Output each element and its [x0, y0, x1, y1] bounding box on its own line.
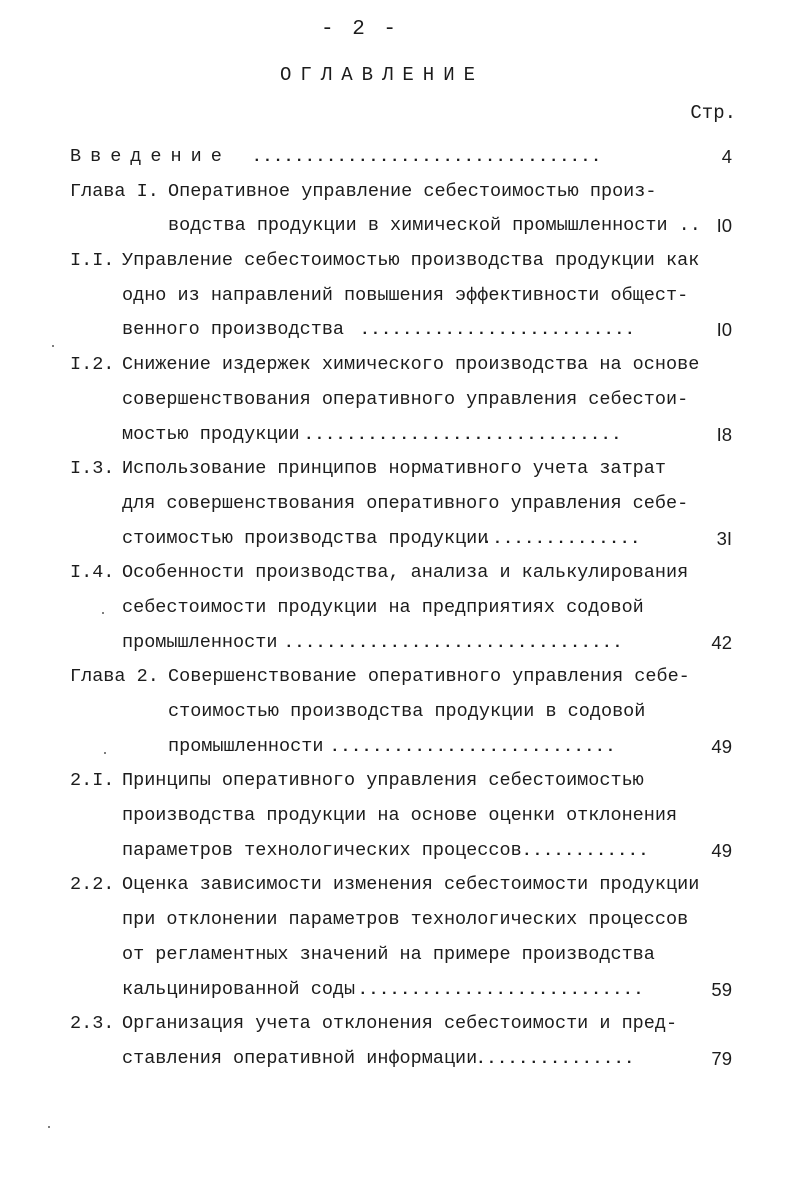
toc-entry-prefix: I.4. — [70, 562, 115, 584]
toc-entry-chapter-2-cont — [0, 695, 792, 730]
toc-entry-chapter-2[interactable] — [0, 660, 792, 695]
toc-entry-section-1-1[interactable] — [0, 244, 792, 279]
toc-page-number: 49 — [711, 839, 732, 861]
toc-page-number: 59 — [711, 978, 732, 1000]
toc-entry-line: Управление себестоимостью производства продукции как — [122, 250, 700, 272]
toc-entry-prefix: I.3. — [70, 458, 115, 480]
toc-entry-chapter-1[interactable] — [0, 175, 792, 210]
toc-entry-section-1-4[interactable] — [0, 556, 792, 591]
toc-entry-line: Использование принципов нормативного учета затрат — [122, 458, 666, 480]
toc-entry-section-2-2[interactable] — [0, 868, 792, 903]
toc-entry-section-2-1-cont — [0, 834, 792, 869]
toc-entry-line: производства продукции на основе оценки отклонения — [122, 805, 678, 827]
leader-dots: ................................ — [284, 633, 624, 652]
scan-speck — [104, 752, 106, 754]
toc-entry-line: венного производства — [122, 319, 345, 341]
toc-entry-section-1-3-cont — [0, 487, 792, 522]
toc-entry-line: промышленности — [122, 631, 278, 653]
toc-page-number: 49 — [711, 735, 732, 757]
toc-entry-prefix: I.I. — [70, 250, 115, 272]
toc-entry-section-1-1-cont — [0, 313, 792, 348]
toc-entry-section-1-2-cont — [0, 383, 792, 418]
toc-entry-prefix: Глава 2. — [70, 666, 159, 688]
toc-entry-line: Оценка зависимости изменения себестоимости продукции — [122, 874, 700, 896]
toc-entry-section-2-3[interactable] — [0, 1007, 792, 1042]
toc-entry-line: себестоимости продукции на предприятиях содовой — [122, 596, 644, 618]
toc-entry-prefix: 2.2. — [70, 874, 115, 896]
leader-dots: ........................... — [358, 980, 645, 999]
toc-entry-section-1-3-cont — [0, 522, 792, 557]
leader-dots: .............................. — [304, 425, 623, 444]
toc-entry-line: Совершенствование оперативного управления себе- — [168, 666, 690, 688]
toc-entry-section-1-1-cont — [0, 279, 792, 314]
toc-entry-prefix: Введение — [70, 146, 231, 167]
leader-dots: .......................... — [360, 321, 636, 340]
toc-page-number: 79 — [711, 1047, 732, 1069]
toc-page-number: I0 — [716, 319, 732, 341]
toc-entry-line: Снижение издержек химического производства на основе — [122, 354, 700, 376]
page-title: ОГЛАВЛЕНИЕ — [279, 64, 485, 86]
toc-entry-section-1-3[interactable] — [0, 452, 792, 487]
toc-entry-section-2-2-cont — [0, 938, 792, 973]
toc-page-number: 3I — [716, 527, 732, 549]
toc-entry-section-1-2[interactable] — [0, 348, 792, 383]
toc-page-number: 42 — [711, 631, 732, 653]
toc-entry-line: при отклонении параметров технологических процессов — [122, 909, 689, 931]
page-number: - 2 - — [320, 18, 399, 41]
toc-entry-line: Принципы оперативного управления себестоимостью — [122, 770, 644, 792]
toc-entry-prefix: 2.3. — [70, 1013, 115, 1035]
toc-entry-section-1-4-cont — [0, 591, 792, 626]
toc-entry-prefix: Глава I. — [70, 180, 159, 202]
toc-entry-line: кальцинированной соды — [122, 978, 356, 1000]
toc-entry-line: промышленности — [168, 735, 324, 757]
toc-entry-section-2-1[interactable] — [0, 764, 792, 799]
leader-dots: ................................. — [252, 148, 602, 166]
toc-entry-prefix: I.2. — [70, 354, 115, 376]
toc-entry-line: мостью продукции — [122, 423, 300, 445]
toc-entry-section-1-4-cont — [0, 626, 792, 661]
toc-entry-line: Организация учета отклонения себестоимости и пред- — [122, 1013, 678, 1035]
toc-entry-line: ставления оперативной информации — [122, 1047, 478, 1069]
toc-entry-section-2-1-cont — [0, 799, 792, 834]
toc-entry-section-2-2-cont — [0, 973, 792, 1008]
toc-page-number: I8 — [716, 423, 732, 445]
toc-entry-line: Особенности производства, анализа и калькулирования — [122, 562, 689, 584]
scan-speck — [102, 612, 104, 614]
toc-entry-line: Оперативное управление себестоимостью произ- — [168, 180, 657, 202]
toc-page-number: 4 — [721, 146, 732, 167]
toc-entry-line: водства продукции в химической промышленности .. — [168, 215, 701, 237]
toc-entry-section-1-2-cont — [0, 418, 792, 453]
toc-entry-line: совершенствования оперативного управления себестои- — [122, 388, 689, 410]
toc-entry-section-2-3-cont — [0, 1042, 792, 1077]
toc-entry-line: параметров технологических процессов — [122, 839, 522, 861]
toc-entry-line: одно из направлений повышения эффективности общест- — [122, 284, 689, 306]
toc-entry-line: для совершенствования оперативного управления себе- — [122, 492, 689, 514]
leader-dots: ............ — [522, 841, 650, 860]
leader-dots: ........................... — [330, 737, 617, 756]
toc-page-number: I0 — [716, 215, 732, 237]
leader-dots: ............... — [476, 1049, 636, 1068]
scan-speck — [52, 345, 54, 347]
toc-entry-line: стоимостью производства продукции в содовой — [168, 701, 646, 722]
toc-entry-line: от регламентных значений на примере производства — [122, 943, 655, 965]
toc-entry-section-2-2-cont — [0, 903, 792, 938]
table-of-contents — [0, 140, 792, 1077]
toc-entry-introduction[interactable] — [0, 140, 792, 175]
leader-dots: ............... — [482, 529, 642, 548]
toc-entry-chapter-1-cont[interactable] — [0, 209, 792, 244]
page-column-header: Стр. — [690, 102, 736, 124]
toc-entry-line: стоимостью производства продукции — [122, 527, 489, 549]
toc-entry-chapter-2-cont — [0, 730, 792, 765]
toc-entry-prefix: 2.I. — [70, 770, 115, 792]
scan-speck — [48, 1126, 50, 1128]
